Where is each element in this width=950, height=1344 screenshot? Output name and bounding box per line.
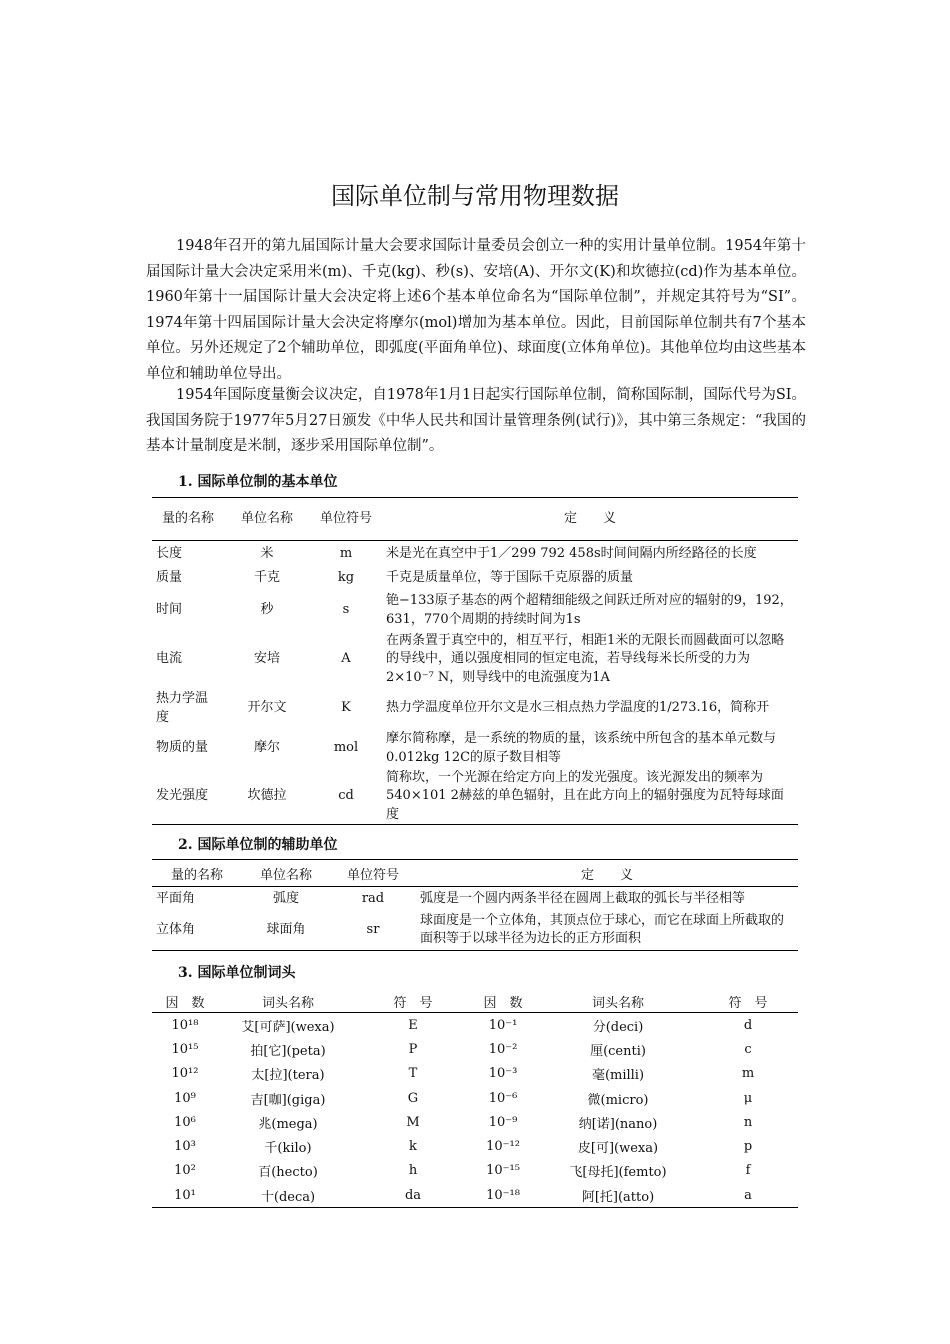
section-heading-supplementary-units: 2. 国际单位制的辅助单位 <box>178 837 338 853</box>
table-row <box>152 1159 798 1183</box>
prefix-name-cell: 兆(mega) <box>258 1116 318 1132</box>
base-units-table <box>152 497 798 825</box>
unit-cell: 坎德拉 <box>247 788 287 803</box>
unit-cell: 千克 <box>253 570 280 586</box>
column-header: 符 号 <box>698 990 798 1013</box>
table-row <box>152 1183 798 1208</box>
definition-cell: 铯−133原子基态的两个超精细能级之间跃迁所对应的辐射的9，192，631，770个周期的持续时间为1s <box>386 593 793 627</box>
quantity-cell: 电流 <box>156 651 183 667</box>
column-header: 单位符号 <box>310 498 382 541</box>
unit-cell: 安培 <box>253 651 280 667</box>
table-row <box>152 591 798 631</box>
table-row <box>152 729 798 769</box>
symbol-cell: kg <box>337 570 355 586</box>
prefix-symbol-cell: T <box>408 1066 418 1082</box>
prefix-name-cell: 飞[母托](femto) <box>569 1165 667 1181</box>
prefix-symbol-cell: da <box>404 1187 422 1203</box>
prefix-name-cell: 分(deci) <box>592 1019 644 1035</box>
table-row <box>152 1062 798 1086</box>
prefix-symbol-cell: k <box>409 1139 417 1155</box>
prefix-symbol-cell: μ <box>743 1090 753 1106</box>
prefix-name-cell: 纳[诺](nano) <box>578 1116 658 1132</box>
column-header: 量的名称 <box>152 860 242 887</box>
table-row <box>152 769 798 825</box>
definition-cell: 简称坎，一个光源在给定方向上的发光强度。该光源发出的频率为540×101 2赫兹的单色辐射，且在此方向上的辐射强度为瓦特每球面度 <box>386 769 784 822</box>
quantity-cell: 热力学温度 <box>156 691 209 725</box>
factor-cell: 10⁻¹⁵ <box>486 1163 520 1179</box>
prefix-symbol-cell: h <box>408 1163 418 1179</box>
unit-cell: 米 <box>260 545 274 561</box>
page-title: 国际单位制与常用物理数据 <box>331 182 619 210</box>
prefix-name-cell: 厘(centi) <box>590 1043 646 1059</box>
column-header: 单位名称 <box>224 498 310 541</box>
factor-cell: 10⁹ <box>174 1090 196 1106</box>
symbol-cell: rad <box>361 890 385 906</box>
section-heading-base-units: 1. 国际单位制的基本单位 <box>178 474 338 490</box>
quantity-cell: 质量 <box>156 570 183 586</box>
prefix-symbol-cell: c <box>744 1041 752 1057</box>
symbol-cell: mol <box>333 740 359 756</box>
prefix-symbol-cell: E <box>408 1017 418 1033</box>
column-header: 符 号 <box>358 990 468 1013</box>
factor-cell: 10⁻¹ <box>488 1017 518 1033</box>
factor-cell: 10⁻⁶ <box>488 1090 518 1106</box>
unit-cell: 摩尔 <box>253 740 280 756</box>
column-header: 单位名称 <box>242 860 330 887</box>
table-row <box>152 1013 798 1038</box>
table-row <box>152 567 798 591</box>
prefix-symbol-cell: a <box>744 1187 752 1203</box>
prefix-name-cell: 艾[可萨](wexa) <box>241 1019 335 1035</box>
prefix-name-cell: 十(deca) <box>260 1189 316 1205</box>
factor-cell: 10¹⁸ <box>171 1017 199 1033</box>
definition-cell: 在两条置于真空中的，相互平行，相距1米的无限长而圆截面可以忽略的导线中，通以强度相同的恒定电流，若导线每米长所受的力为2×10⁻⁷ N，则导线中的电流强度为1A <box>386 632 785 685</box>
column-header: 因 数 <box>468 990 538 1013</box>
prefix-symbol-cell: G <box>407 1090 419 1106</box>
definition-cell: 米是光在真空中于1／299 792 458s时间间隔内所经路径的长度 <box>386 545 757 561</box>
table-row <box>152 1110 798 1134</box>
section-heading-prefixes: 3. 国际单位制词头 <box>178 965 296 981</box>
definition-cell: 球面度是一个立体角，其顶点位于球心，而它在球面上所截取的面积等于以球半径为边长的正方形面积 <box>420 912 785 947</box>
prefix-symbol-cell: P <box>408 1041 418 1057</box>
table-header-row <box>152 498 798 541</box>
column-header: 单位符号 <box>330 860 416 887</box>
factor-cell: 10¹ <box>174 1187 196 1203</box>
symbol-cell: sr <box>366 922 380 937</box>
column-header: 量的名称 <box>152 498 224 541</box>
quantity-cell: 平面角 <box>156 890 196 906</box>
table-row <box>152 1037 798 1061</box>
factor-cell: 10⁻³ <box>488 1066 518 1082</box>
quantity-cell: 长度 <box>156 545 183 561</box>
prefix-symbol-cell: d <box>743 1017 753 1033</box>
supplementary-units-table <box>152 859 798 951</box>
prefix-name-cell: 皮[可](wexa) <box>577 1141 659 1157</box>
prefix-name-cell: 太[拉](tera) <box>251 1068 325 1084</box>
unit-cell: 球面角 <box>266 922 306 937</box>
unit-cell: 秒 <box>260 602 274 618</box>
column-header: 因 数 <box>152 990 218 1013</box>
unit-cell: 开尔文 <box>247 700 287 716</box>
prefix-name-cell: 微(micro) <box>587 1092 649 1108</box>
factor-cell: 10⁻⁹ <box>488 1114 518 1130</box>
symbol-cell: cd <box>338 788 354 803</box>
prefix-name-cell: 毫(milli) <box>591 1068 645 1084</box>
prefixes-table <box>152 990 798 1208</box>
prefix-symbol-cell: M <box>406 1114 420 1130</box>
prefix-name-cell: 千(kilo) <box>264 1141 312 1157</box>
symbol-cell: A <box>341 651 351 667</box>
factor-cell: 10⁶ <box>174 1114 196 1130</box>
table-row <box>152 541 798 567</box>
definition-cell: 摩尔简称摩，是一系统的物质的量，该系统中所包含的基本单元数与0.012kg 12C的原子数目相等 <box>386 731 777 765</box>
column-header: 定 义 <box>416 860 798 887</box>
quantity-cell: 物质的量 <box>156 740 209 756</box>
table-header-row <box>152 990 798 1013</box>
prefix-name-cell: 拍[它](peta) <box>250 1043 326 1059</box>
factor-cell: 10⁻¹² <box>486 1139 520 1155</box>
prefix-symbol-cell: f <box>745 1163 751 1179</box>
table-row <box>152 1134 798 1158</box>
table-row <box>152 887 798 911</box>
definition-cell: 千克是质量单位，等于国际千克原器的质量 <box>386 570 634 586</box>
prefix-symbol-cell: m <box>741 1066 755 1082</box>
intro-paragraph: 1948年召开的第九届国际计量大会要求国际计量委员会创立一种的实用计量单位制。1954年第十届国际计量大会决定采用米(m)、千克(kg)、秒(s)、安培(A)、开尔文(K)和坎德拉(cd)作为基本单位。1960年第十一届国际计量大会决定将上述6个基本单位命名为“国际单位制”，并规定其符号为“SI”。1974年第十四届国际计量大会决定将摩尔(mol)增加为基本单位。因此，目前国际单位制共有7个基本单位。另外还规定了2个辅助单位，即弧度(平面角单位)、球面度(立体角单位)。其他单位均由这些基本单位和辅助单位导出。 <box>146 238 806 382</box>
column-header: 词头名称 <box>218 990 358 1013</box>
column-header: 词头名称 <box>538 990 698 1013</box>
table-row <box>152 631 798 689</box>
factor-cell: 10¹² <box>171 1066 199 1082</box>
table-header-row <box>152 860 798 887</box>
table-row <box>152 689 798 729</box>
intro-paragraph: 1954年国际度量衡会议决定，自1978年1月1日起实行国际单位制，简称国际制，国际代号为SI。我国国务院于1977年5月27日颁发《中华人民共和国计量管理条例(试行)》，其中第三条规定：“我国的基本计量制度是米制，逐步采用国际单位制”。 <box>146 387 806 454</box>
quantity-cell: 立体角 <box>156 922 196 937</box>
factor-cell: 10¹⁵ <box>171 1041 199 1057</box>
factor-cell: 10² <box>174 1163 196 1179</box>
quantity-cell: 发光强度 <box>156 788 209 803</box>
symbol-cell: s <box>342 602 350 618</box>
prefix-name-cell: 阿[托](atto) <box>581 1189 655 1205</box>
symbol-cell: m <box>339 545 353 561</box>
definition-cell: 弧度是一个圆内两条半径在圆周上截取的弧长与半径相等 <box>420 890 746 906</box>
prefix-symbol-cell: n <box>743 1114 753 1130</box>
symbol-cell: K <box>341 700 351 716</box>
column-header: 定 义 <box>382 498 798 541</box>
definition-cell: 热力学温度单位开尔文是水三相点热力学温度的1/273.16，简称开 <box>386 700 770 716</box>
factor-cell: 10⁻¹⁸ <box>486 1187 520 1203</box>
prefix-symbol-cell: p <box>743 1139 753 1155</box>
factor-cell: 10⁻² <box>488 1041 518 1057</box>
quantity-cell: 时间 <box>156 602 183 618</box>
table-row <box>152 1086 798 1110</box>
factor-cell: 10³ <box>174 1139 196 1155</box>
prefix-name-cell: 吉[咖](giga) <box>250 1092 326 1108</box>
unit-cell: 弧度 <box>272 890 299 906</box>
prefix-name-cell: 百(hecto) <box>258 1165 318 1181</box>
table-row <box>152 911 798 951</box>
